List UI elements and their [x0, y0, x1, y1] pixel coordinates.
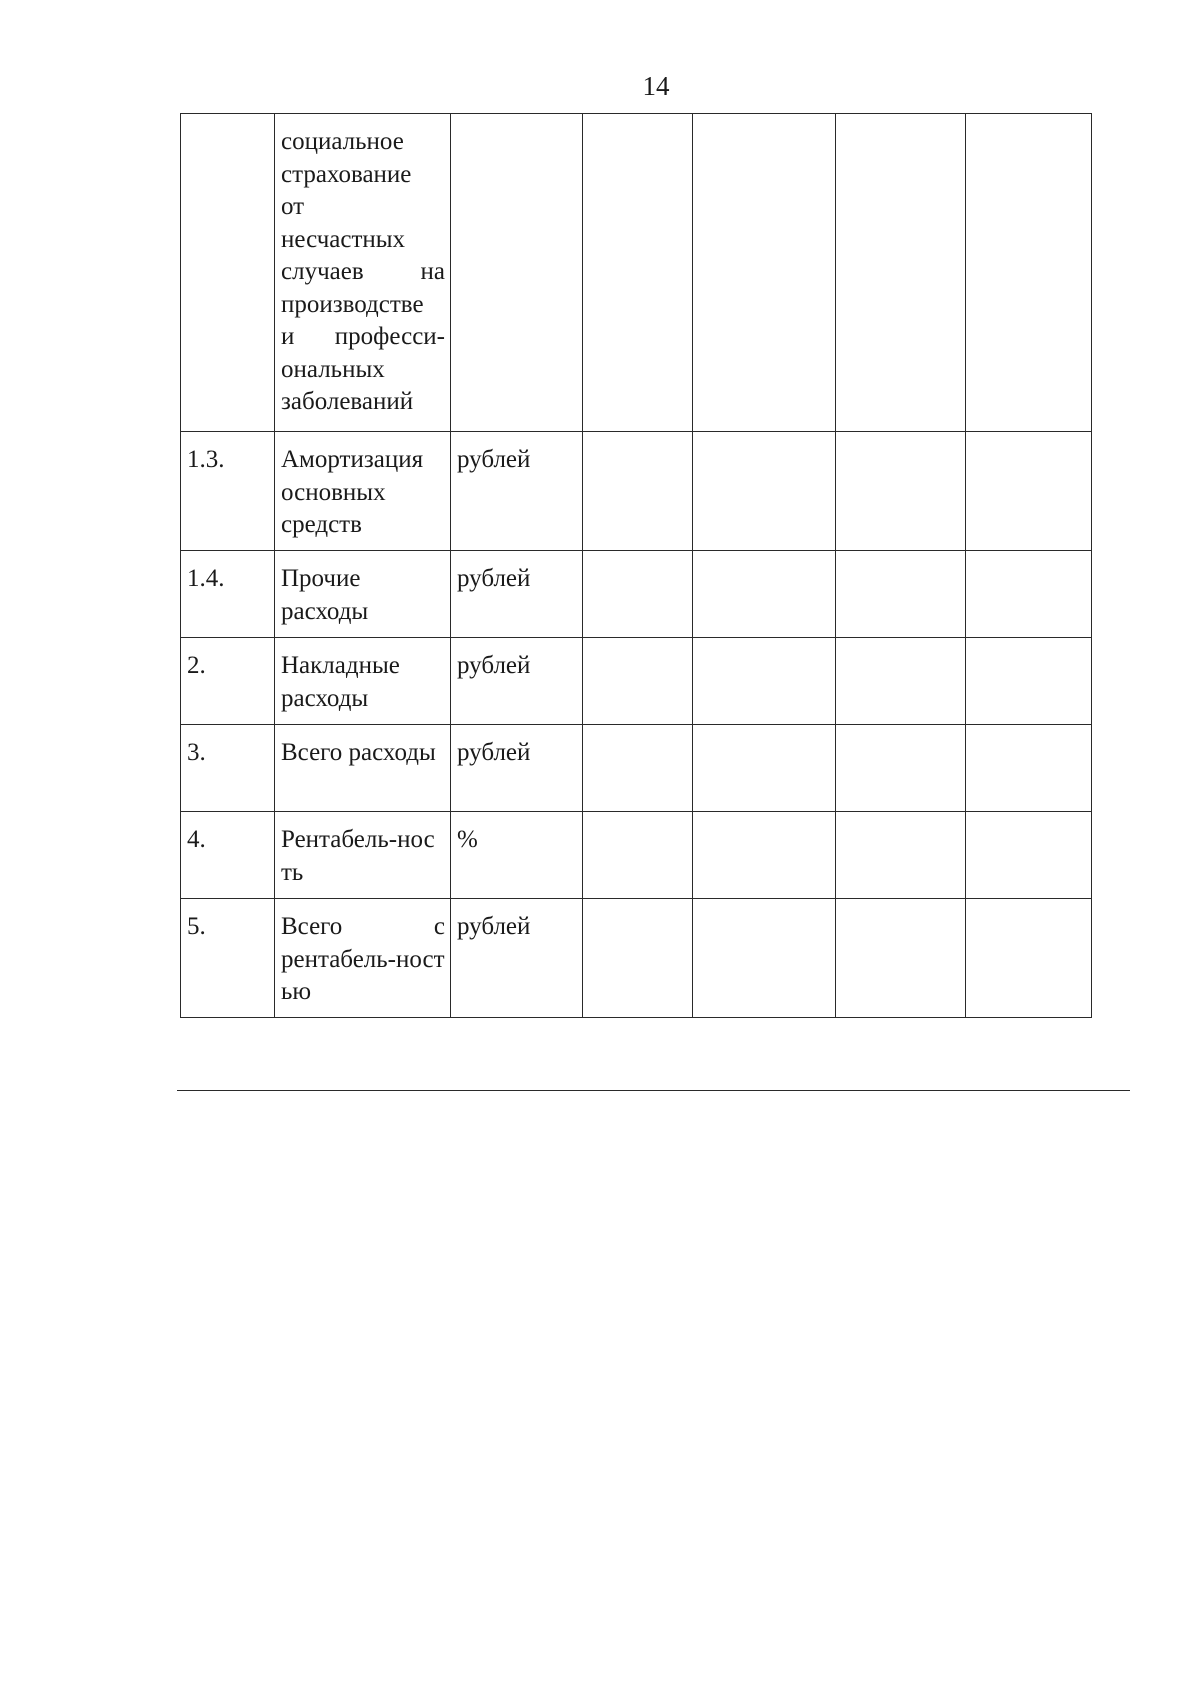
name-line: ональных	[281, 355, 385, 383]
cell-empty	[836, 725, 966, 812]
cell-empty	[966, 812, 1092, 899]
table-row	[181, 638, 1092, 725]
cell-empty	[693, 725, 836, 812]
cell-number: 1.3.	[181, 432, 275, 551]
cell-empty	[693, 551, 836, 638]
cell-empty	[966, 551, 1092, 638]
cell-empty	[583, 114, 693, 432]
cell-empty	[583, 551, 693, 638]
name-word: с	[433, 913, 445, 940]
footer-rule	[177, 1090, 1130, 1091]
name-word: Всего	[281, 913, 343, 940]
cell-unit: рублей	[451, 725, 583, 812]
table-row	[181, 432, 1092, 551]
page-number: 14	[642, 71, 670, 101]
name-line: несчастных	[281, 225, 406, 253]
name-line: производстве	[281, 290, 424, 318]
name-word: и	[281, 323, 295, 350]
cell-unit: рублей	[451, 551, 583, 638]
cell-unit	[451, 114, 583, 432]
cell-name: Амортизация основных средств	[275, 432, 451, 551]
cell-unit: рублей	[451, 432, 583, 551]
cell-number: 5.	[181, 899, 275, 1018]
cell-empty	[693, 432, 836, 551]
name-line: от	[281, 193, 305, 220]
table-row	[181, 899, 1092, 1018]
cell-unit: рублей	[451, 899, 583, 1018]
cell-empty	[583, 812, 693, 899]
name-line-justified	[281, 321, 445, 354]
cell-empty	[966, 638, 1092, 725]
cell-empty	[966, 725, 1092, 812]
cell-empty	[583, 638, 693, 725]
name-line: рентабель-ностью	[281, 945, 445, 1005]
cell-number	[181, 114, 275, 432]
cell-empty	[836, 638, 966, 725]
table-row	[181, 725, 1092, 812]
cell-unit: %	[451, 812, 583, 899]
cell-empty	[836, 551, 966, 638]
table-row	[181, 551, 1092, 638]
cell-empty	[966, 899, 1092, 1018]
cell-empty	[836, 899, 966, 1018]
cell-name: Накладные расходы	[275, 638, 451, 725]
cell-name: Прочие расходы	[275, 551, 451, 638]
table-row	[181, 114, 1092, 432]
name-line-justified	[281, 256, 445, 289]
cell-empty	[583, 725, 693, 812]
cell-empty	[693, 899, 836, 1018]
cell-empty	[966, 114, 1092, 432]
cell-number: 2.	[181, 638, 275, 725]
cell-empty	[583, 899, 693, 1018]
cell-empty	[836, 114, 966, 432]
name-line: социальное	[281, 128, 404, 155]
cell-name: Всего расходы	[275, 725, 451, 812]
name-word: на	[420, 258, 445, 285]
cell-number: 3.	[181, 725, 275, 812]
cell-empty	[966, 432, 1092, 551]
table-row	[181, 812, 1092, 899]
cell-name: Рентабель-ность	[275, 812, 451, 899]
cell-unit: рублей	[451, 638, 583, 725]
name-line: страхование	[281, 160, 412, 188]
cell-empty	[836, 812, 966, 899]
name-word: професси-	[334, 323, 445, 350]
cell-empty	[836, 432, 966, 551]
cell-empty	[693, 638, 836, 725]
cell-name	[275, 114, 451, 432]
cell-name	[275, 899, 451, 1018]
name-word: случаев	[281, 258, 364, 285]
cell-empty	[583, 432, 693, 551]
cell-number: 1.4.	[181, 551, 275, 638]
name-line-justified	[281, 911, 445, 944]
cell-empty	[693, 114, 836, 432]
cost-table	[180, 113, 1092, 1018]
cell-number: 4.	[181, 812, 275, 899]
name-line: заболеваний	[281, 388, 414, 415]
cell-empty	[693, 812, 836, 899]
